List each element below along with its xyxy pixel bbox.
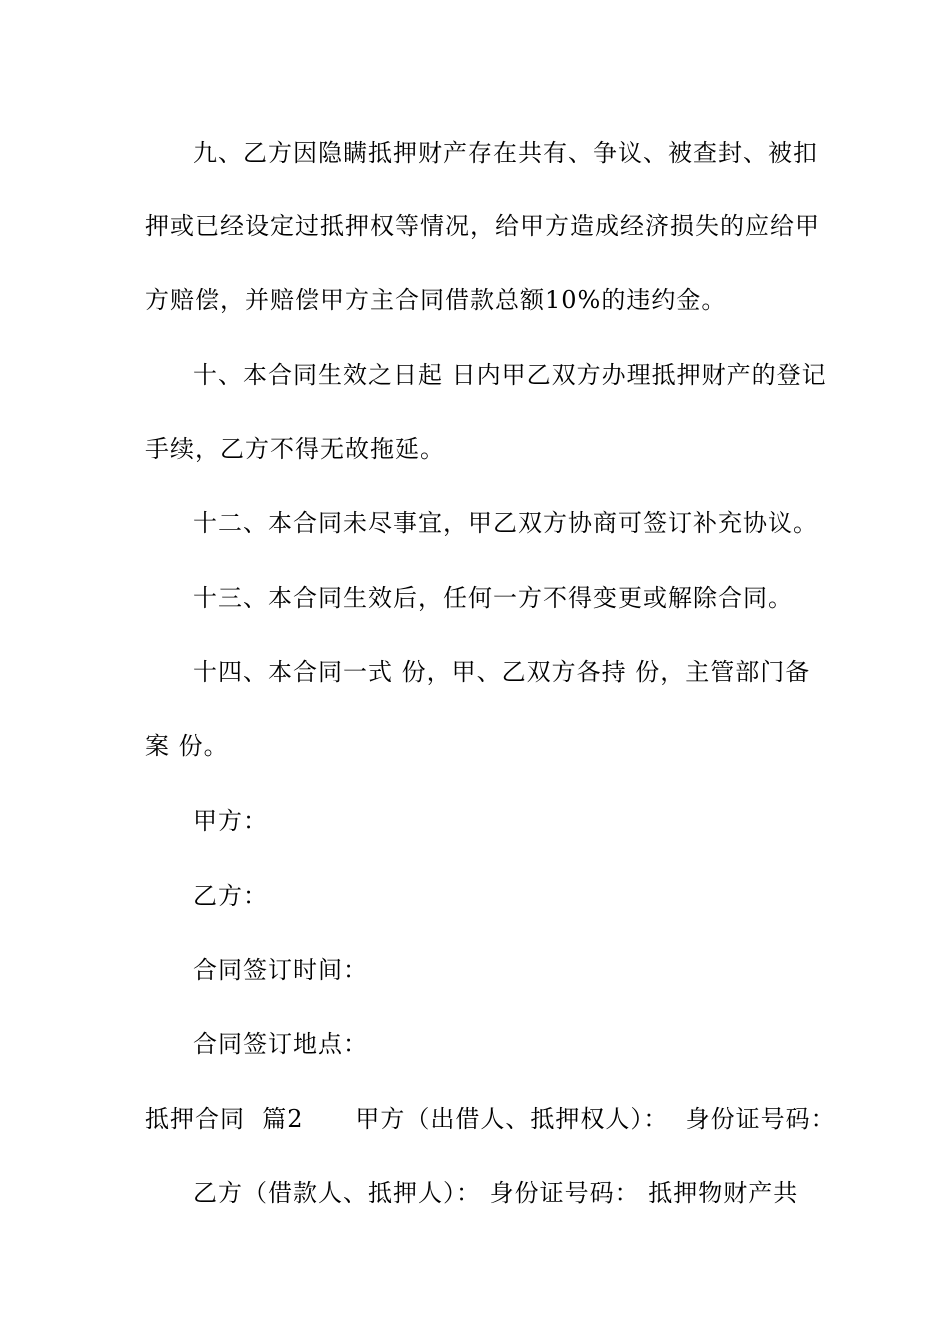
clause-14-line-1: 十四、本合同一式 份，甲、乙双方各持 份，主管部门备	[193, 658, 811, 686]
clause-9-line-3: 方赔偿，并赔偿甲方主合同借款总额10%的违约金。	[145, 286, 727, 314]
clause-9-line-1: 九、乙方因隐瞒抵押财产存在共有、争议、被查封、被扣	[193, 139, 818, 167]
contract-part: 篇2	[262, 1105, 304, 1133]
contract-title: 抵押合同	[145, 1105, 245, 1133]
clause-12: 十二、本合同未尽事宜，甲乙双方协商可签订补充协议。	[193, 509, 818, 537]
party-b-info: 乙方（借款人、抵押人）： 身份证号码： 抵押物财产共	[193, 1179, 799, 1207]
party-a-info: 甲方（出借人、抵押权人）： 身份证号码：	[355, 1105, 836, 1133]
clause-14-line-2: 案 份。	[145, 732, 229, 760]
clause-10-line-1: 十、本合同生效之日起 日内甲乙双方办理抵押财产的登记	[193, 361, 827, 389]
clause-10-line-2: 手续，乙方不得无故拖延。	[145, 435, 445, 463]
party-b-signature: 乙方：	[193, 882, 268, 910]
signing-place: 合同签订地点：	[193, 1030, 368, 1058]
clause-13: 十三、本合同生效后，任何一方不得变更或解除合同。	[193, 584, 793, 612]
contract-heading-row	[145, 1102, 836, 1136]
clause-9-line-2: 押或已经设定过抵押权等情况，给甲方造成经济损失的应给甲	[145, 212, 820, 240]
signing-date: 合同签订时间：	[193, 956, 368, 984]
party-a-signature: 甲方：	[193, 807, 268, 835]
